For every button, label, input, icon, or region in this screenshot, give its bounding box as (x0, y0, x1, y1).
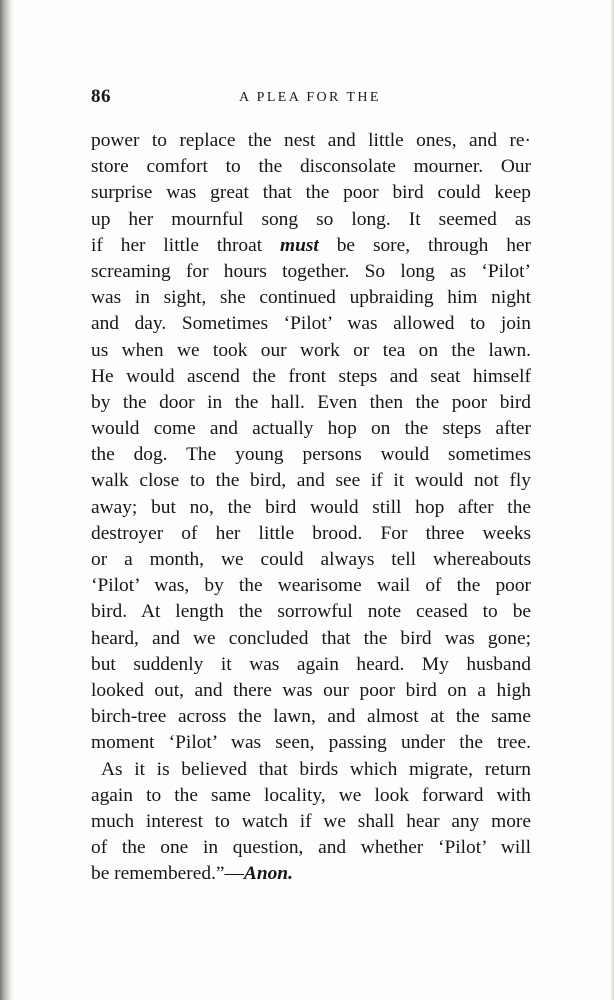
text-line: surprise was great that the poor bird could keep (91, 182, 531, 204)
emphasis-word: must (280, 234, 319, 256)
text-line: ‘Pilot’ was, by the wearisome wail of the poor (91, 575, 531, 597)
emphasis-word: Anon. (243, 863, 293, 885)
text-line: if her little throat must be sore, through her (91, 234, 531, 256)
text-line: was in sight, she continued upbraiding him night (91, 287, 531, 309)
text-line: much interest to watch if we shall hear any more (91, 810, 531, 832)
text-line: power to replace the nest and little ones, and re· (91, 130, 531, 151)
text-line: away; but no, the bird would still hop after the (91, 496, 531, 518)
text-line: and day. Sometimes ‘Pilot’ was allowed to join (91, 313, 531, 335)
text-line: store comfort to the disconsolate mourner. Our (91, 156, 531, 178)
text-line: screaming for hours together. So long as ‘Pilot’ (91, 260, 531, 282)
text-line: heard, and we concluded that the bird was gone; (91, 627, 531, 649)
page-gutter-shadow (0, 0, 14, 1000)
text-line: again to the same locality, we look forward with (91, 784, 531, 806)
text-line: bird. At length the sorrowful note ceased to be (91, 601, 531, 623)
text-line: us when we took our work or tea on the lawn. (91, 339, 531, 361)
text-line: walk close to the bird, and see if it would not fly (91, 470, 531, 492)
text-line: looked out, and there was our poor bird on a high (91, 679, 531, 701)
running-title: A PLEA FOR THE (239, 90, 381, 105)
running-head (91, 86, 531, 108)
text-line: He would ascend the front steps and seat himself (91, 365, 531, 387)
text-line: or a month, we could always tell whereabouts (91, 549, 531, 570)
text-line: moment ‘Pilot’ was seen, passing under the tree. (91, 732, 531, 754)
text-line: be remembered.”—Anon. (91, 863, 293, 885)
page-edge-shadow (610, 0, 614, 1000)
text-line: by the door in the hall. Even then the poor bird (91, 391, 531, 413)
text-line: the dog. The young persons would sometimes (91, 444, 531, 466)
text-line: As it is believed that birds which migrate, return (101, 758, 531, 780)
text-line: destroyer of her little brood. For three weeks (91, 522, 531, 544)
body-text (91, 128, 531, 887)
text-line: birch-tree across the lawn, and almost at the same (91, 706, 531, 728)
text-line: of the one in question, and whether ‘Pilot’ will (91, 837, 531, 859)
text-line: up her mournful song so long. It seemed as (91, 208, 531, 230)
text-line: but suddenly it was again heard. My husband (91, 653, 531, 675)
page-number: 86 (91, 86, 111, 107)
text-line: would come and actually hop on the steps after (91, 418, 531, 440)
